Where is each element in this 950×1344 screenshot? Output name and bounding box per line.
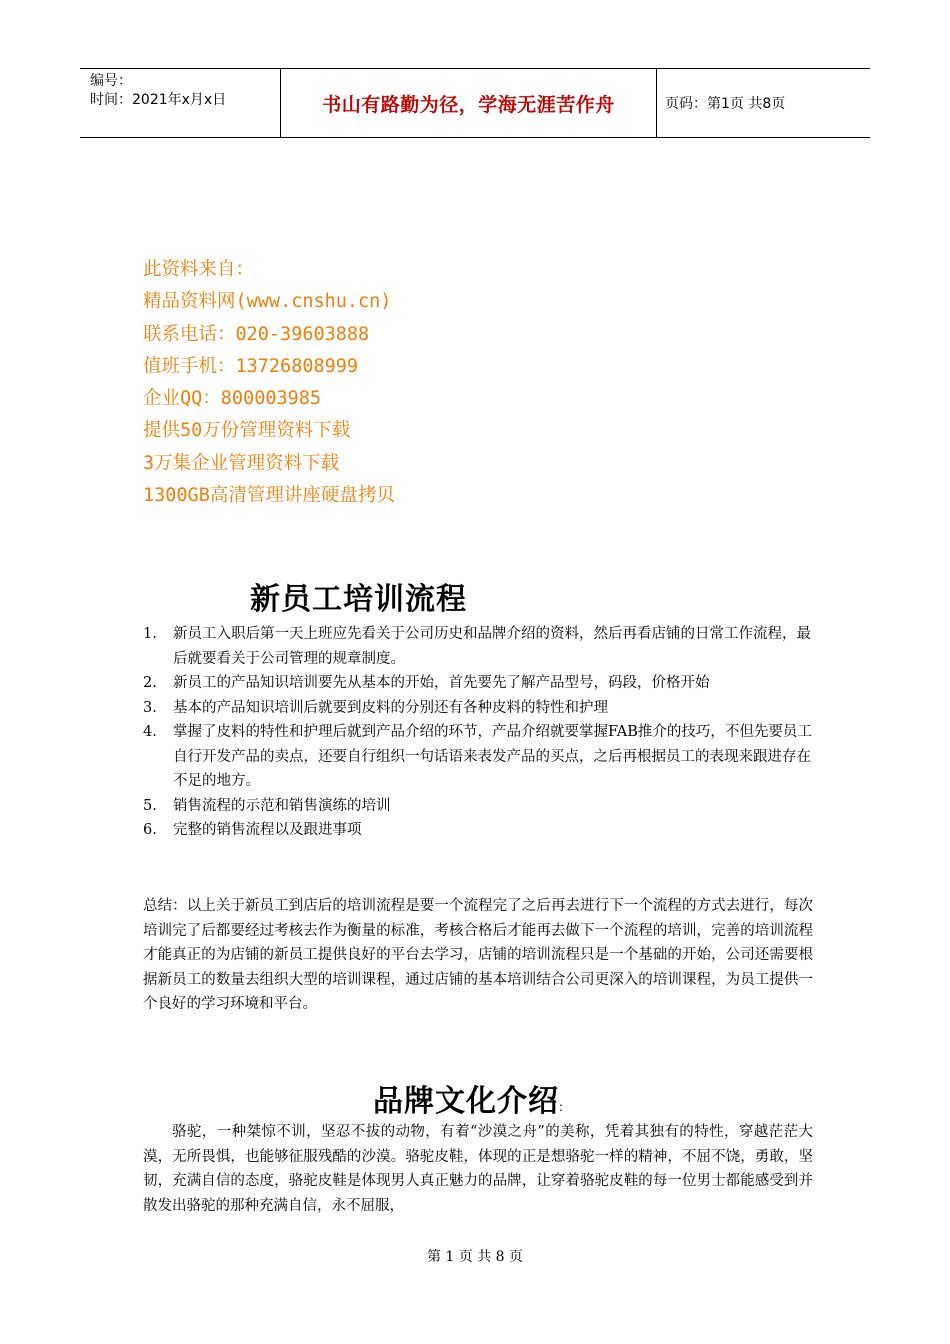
page-footer: 第 1 页 共 8 页	[426, 1249, 524, 1265]
list-item	[143, 794, 813, 819]
brand-title-text: 品牌文化介绍	[373, 1084, 559, 1119]
advert-line: 此资料来自：	[143, 259, 255, 280]
advert-line: 精品资料网(www.cnshu.cn)	[143, 291, 392, 313]
brand-title-colon: :	[559, 1100, 565, 1114]
list-item-number: 1.	[143, 626, 157, 642]
header-table	[80, 68, 870, 138]
section-title-brand	[373, 1076, 564, 1120]
list-item-text: 新员工入职后第一天上班应先看关于公司历史和品牌介绍的资料，然后再看店铺的日常工作流程，最后就要看关于公司管理的规章制度。	[173, 626, 811, 667]
list-item	[143, 818, 813, 843]
header-motto: 书山有路勤为径，学海无涯苦作舟	[281, 69, 657, 137]
training-steps-list	[143, 622, 813, 843]
list-item	[143, 720, 813, 794]
list-item-text: 基本的产品知识培训后就要到皮料的分别还有各种皮料的特性和护理	[173, 699, 608, 716]
advert-line: 提供50万份管理资料下载	[143, 420, 351, 442]
advert-line: 值班手机：13726808999	[143, 355, 359, 377]
list-item-number: 2.	[143, 675, 157, 691]
number-label: 编号：	[90, 73, 132, 89]
list-item	[143, 671, 813, 696]
list-item-text: 完整的销售流程以及跟进事项	[173, 822, 362, 838]
time-label: 时间：2021年x月x日	[90, 92, 227, 108]
advert-line: 1300GB高清管理讲座硬盘拷贝	[143, 485, 395, 507]
list-item-number: 6.	[143, 822, 157, 838]
section-title-training: 新员工培训流程	[250, 582, 467, 617]
list-item-number: 5.	[143, 797, 157, 814]
advert-line: 3万集企业管理资料下载	[143, 452, 340, 474]
summary-paragraph: 总结：以上关于新员工到店后的培训流程是要一个流程完了之后再去进行下一个流程的方式去进行，每次培训完了后都要经过考核去作为衡量的标准，考核合格后才能再去做下一个流程的培训，完善的培训流程才能真正的为店铺的新员工提供良好的平台去学习，店铺的培训流程只是一个基础的开始，公司还需要根据新员工的数量去组织大型的培训课程，通过店铺的基本培训结合公司更深入的培训课程，为员工提供一个良好的学习环境和平台。	[143, 898, 813, 1012]
list-item-text: 掌握了皮料的特性和护理后就到产品介绍的环节，产品介绍就要掌握FAB推介的技巧，不但先要员工自行开发产品的卖点，还要自行组织一句话语来表发产品的买点，之后再根据员工的表现来跟进存在不足的地方。	[173, 724, 812, 789]
list-item-text: 销售流程的示范和销售演练的培训	[173, 797, 391, 814]
advert-line: 联系电话：020-39603888	[143, 323, 370, 345]
advert-line: 企业QQ：800003985	[143, 388, 322, 410]
list-item	[143, 696, 813, 721]
advert-block	[143, 254, 395, 512]
list-item-number: 3.	[143, 699, 157, 716]
list-item-number: 4.	[143, 724, 157, 740]
header-left-cell	[80, 69, 281, 137]
brand-paragraph: 骆驼，一种桀惊不训，坚忍不拔的动物，有着“沙漠之舟”的美称，凭着其独有的特性，穿越茫茫大漠，无所畏惧，也能够征服残酷的沙漠。骆驼皮鞋，体现的正是想骆驼一样的精神，不屈不饶，勇敢，坚韧，充满自信的态度，骆驼皮鞋是体现男人真正魅力的品牌，让穿着骆驼皮鞋的每一位男士都能感受到并散发出骆驼的那种充满自信，永不屈服，	[143, 1124, 813, 1214]
header-page-info: 页码：第1页 共8页	[665, 96, 786, 112]
list-item	[143, 622, 813, 671]
list-item-text: 新员工的产品知识培训要先从基本的开始，首先要先了解产品型号，码段，价格开始	[173, 675, 710, 691]
